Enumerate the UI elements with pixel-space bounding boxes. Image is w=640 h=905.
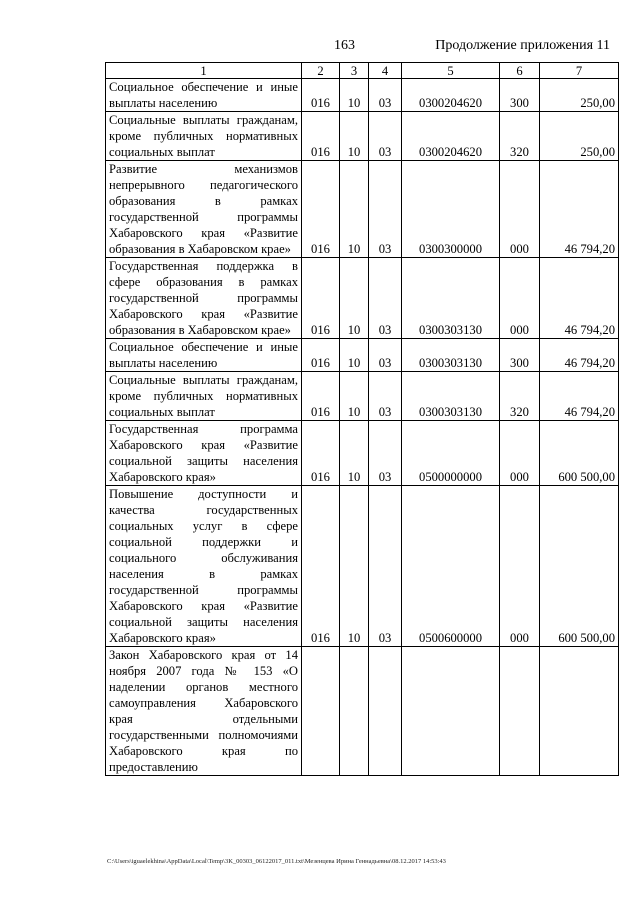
row-name-cell: Закон Хабаровского края от 14 ноября 2007 года № 153 «О наделении органов местного самоуправления Хабаровского края отдельными государственными полномочиями Хабаровского края по предоставлению: [106, 647, 302, 776]
row-subsection-cell: 03: [369, 421, 402, 486]
row-ministry-cell: 016: [302, 79, 340, 112]
row-target-cell: 0300300000: [402, 161, 500, 258]
row-target-cell: [402, 647, 500, 776]
row-ministry-cell: 016: [302, 372, 340, 421]
row-amount-cell: [540, 647, 619, 776]
row-amount-cell: 46 794,20: [540, 339, 619, 372]
row-subsection-cell: 03: [369, 79, 402, 112]
row-subsection-cell: [369, 647, 402, 776]
row-target-cell: 0300204620: [402, 79, 500, 112]
table-row: [106, 647, 619, 776]
table-body: [106, 79, 619, 776]
row-subsection-cell: 03: [369, 486, 402, 647]
page-number: 163: [334, 38, 355, 53]
row-amount-cell: 250,00: [540, 79, 619, 112]
row-section-cell: 10: [340, 372, 369, 421]
row-subsection-cell: 03: [369, 112, 402, 161]
row-section-cell: [340, 647, 369, 776]
row-name-cell: Социальное обеспечение и иные выплаты населению: [106, 339, 302, 372]
row-ministry-cell: 016: [302, 486, 340, 647]
row-section-cell: 10: [340, 339, 369, 372]
row-amount-cell: 46 794,20: [540, 372, 619, 421]
row-type-cell: 000: [500, 258, 540, 339]
row-type-cell: 300: [500, 79, 540, 112]
row-amount-cell: 250,00: [540, 112, 619, 161]
column-header: 3: [340, 63, 369, 79]
column-header: 5: [402, 63, 500, 79]
row-type-cell: 320: [500, 372, 540, 421]
row-subsection-cell: 03: [369, 161, 402, 258]
row-target-cell: 0500000000: [402, 421, 500, 486]
row-section-cell: 10: [340, 161, 369, 258]
row-ministry-cell: 016: [302, 339, 340, 372]
row-target-cell: 0500600000: [402, 486, 500, 647]
footer-path: C:\Users\iguaelekhina\AppData\Local\Temp\3K_00303_06122017_011.txt\Мезенцева Ирина Геннадьевна\08.12.2017 14:53:43: [107, 858, 446, 865]
row-target-cell: 0300303130: [402, 339, 500, 372]
row-name-cell: Государственная поддержка в сфере образования в рамках государственной программы Хабаровского края «Развитие образования в Хабаровском крае»: [106, 258, 302, 339]
row-subsection-cell: 03: [369, 339, 402, 372]
row-ministry-cell: 016: [302, 112, 340, 161]
table-row: [106, 421, 619, 486]
row-amount-cell: 46 794,20: [540, 258, 619, 339]
row-target-cell: 0300204620: [402, 112, 500, 161]
row-section-cell: 10: [340, 79, 369, 112]
row-type-cell: [500, 647, 540, 776]
column-header: 4: [369, 63, 402, 79]
row-section-cell: 10: [340, 112, 369, 161]
row-name-cell: Развитие механизмов непрерывного педагогического образования в рамках государственной программы Хабаровского края «Развитие образования в Хабаровском крае»: [106, 161, 302, 258]
table-row: [106, 339, 619, 372]
row-amount-cell: 46 794,20: [540, 161, 619, 258]
row-ministry-cell: 016: [302, 421, 340, 486]
row-name-cell: Социальные выплаты гражданам, кроме публичных нормативных социальных выплат: [106, 372, 302, 421]
row-type-cell: 320: [500, 112, 540, 161]
row-type-cell: 000: [500, 161, 540, 258]
table-row: [106, 258, 619, 339]
column-header: 6: [500, 63, 540, 79]
row-section-cell: 10: [340, 486, 369, 647]
table-header-row: [106, 63, 619, 79]
row-ministry-cell: 016: [302, 258, 340, 339]
row-ministry-cell: [302, 647, 340, 776]
row-type-cell: 000: [500, 421, 540, 486]
row-ministry-cell: 016: [302, 161, 340, 258]
row-type-cell: 300: [500, 339, 540, 372]
row-target-cell: 0300303130: [402, 258, 500, 339]
row-name-cell: Социальные выплаты гражданам, кроме публичных нормативных социальных выплат: [106, 112, 302, 161]
row-name-cell: Социальное обеспечение и иные выплаты населению: [106, 79, 302, 112]
row-type-cell: 000: [500, 486, 540, 647]
budget-table: [105, 62, 619, 776]
column-header: 1: [106, 63, 302, 79]
table-row: [106, 486, 619, 647]
table-row: [106, 161, 619, 258]
row-name-cell: Повышение доступности и качества государственных социальных услуг в сфере социальной поддержки и социального обслуживания населения в рамках государственной программы Хабаровского края «Развитие социальной защиты населения Хабаровского края»: [106, 486, 302, 647]
row-target-cell: 0300303130: [402, 372, 500, 421]
table-row: [106, 112, 619, 161]
row-amount-cell: 600 500,00: [540, 421, 619, 486]
row-section-cell: 10: [340, 258, 369, 339]
table-row: [106, 372, 619, 421]
table-row: [106, 79, 619, 112]
row-section-cell: 10: [340, 421, 369, 486]
row-amount-cell: 600 500,00: [540, 486, 619, 647]
row-subsection-cell: 03: [369, 372, 402, 421]
row-name-cell: Государственная программа Хабаровского края «Развитие социальной защиты населения Хабаровского края»: [106, 421, 302, 486]
row-subsection-cell: 03: [369, 258, 402, 339]
column-header: 7: [540, 63, 619, 79]
appendix-note: Продолжение приложения 11: [435, 38, 610, 53]
column-header: 2: [302, 63, 340, 79]
